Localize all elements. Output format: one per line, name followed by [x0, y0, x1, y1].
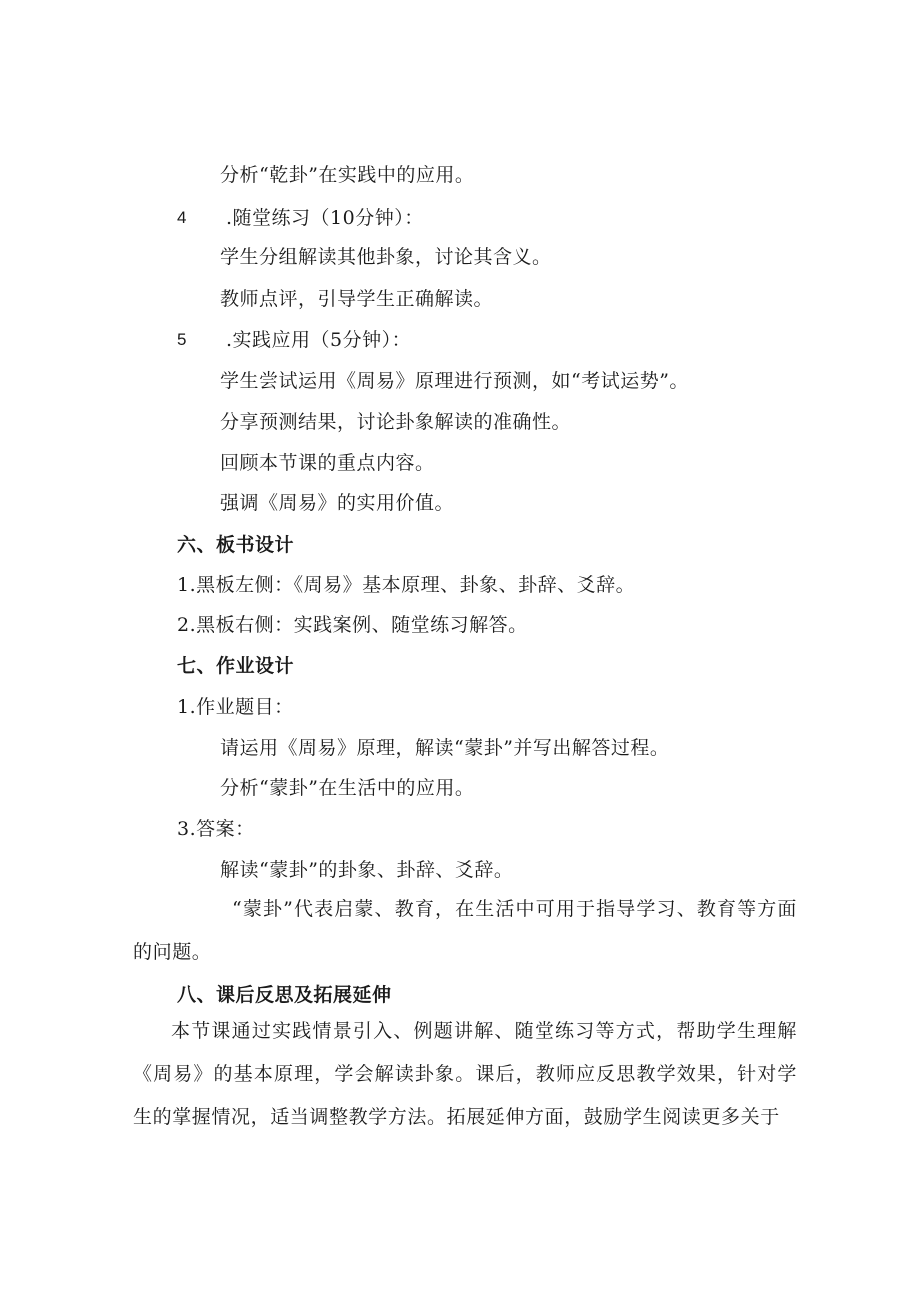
section-heading: 八、课后反思及拓展延伸 — [177, 984, 392, 1006]
text-line: 回顾本节课的重点内容。 — [220, 452, 435, 474]
section-heading: 七、作业设计 — [177, 655, 295, 677]
step-number: 5 — [177, 330, 187, 349]
step-title: .实践应用（5分钟）： — [226, 329, 412, 351]
list-item: 2.黑板右侧：实践案例、随堂练习解答。 — [177, 614, 528, 636]
section-heading: 六、板书设计 — [177, 534, 295, 556]
text-line: 分析“蒙卦”在生活中的应用。 — [220, 777, 475, 799]
list-item: 1.黑板左侧：《周易》基本原理、卦象、卦辞、爻辞。 — [177, 574, 636, 596]
list-item: 1.作业题目： — [177, 696, 294, 718]
reflection-paragraph: 本节课通过实践情景引入、例题讲解、随堂练习等方式，帮助学生理解《周易》的基本原理，学会解读卦象。课后，教师应反思教学效果，针对学生的掌握情况，适当调整教学方法。拓展延伸方面，鼓励学生阅读更多关于 — [133, 1020, 797, 1128]
text-line: 分享预测结果，讨论卦象解读的准确性。 — [220, 411, 572, 433]
text-line: 教师点评，引导学生正确解读。 — [220, 288, 494, 310]
step-number: 4 — [177, 208, 187, 227]
step-title: .随堂练习（10分钟）： — [226, 207, 424, 229]
text-line: 学生尝试运用《周易》原理进行预测，如“考试运势”。 — [220, 370, 689, 392]
text-line: 请运用《周易》原理，解读“蒙卦”并写出解答过程。 — [220, 737, 670, 759]
text-line: 学生分组解读其他卦象，讨论其含义。 — [220, 246, 552, 268]
list-item: 3.答案： — [177, 818, 255, 840]
text-line: 强调《周易》的实用价值。 — [220, 492, 455, 514]
text-line: 分析“乾卦”在实践中的应用。 — [220, 164, 475, 186]
text-line: 解读“蒙卦”的卦象、卦辞、爻辞。 — [220, 859, 514, 881]
answer-paragraph: “蒙卦”代表启蒙、教育，在生活中可用于指导学习、教育等方面的问题。 — [133, 898, 797, 963]
